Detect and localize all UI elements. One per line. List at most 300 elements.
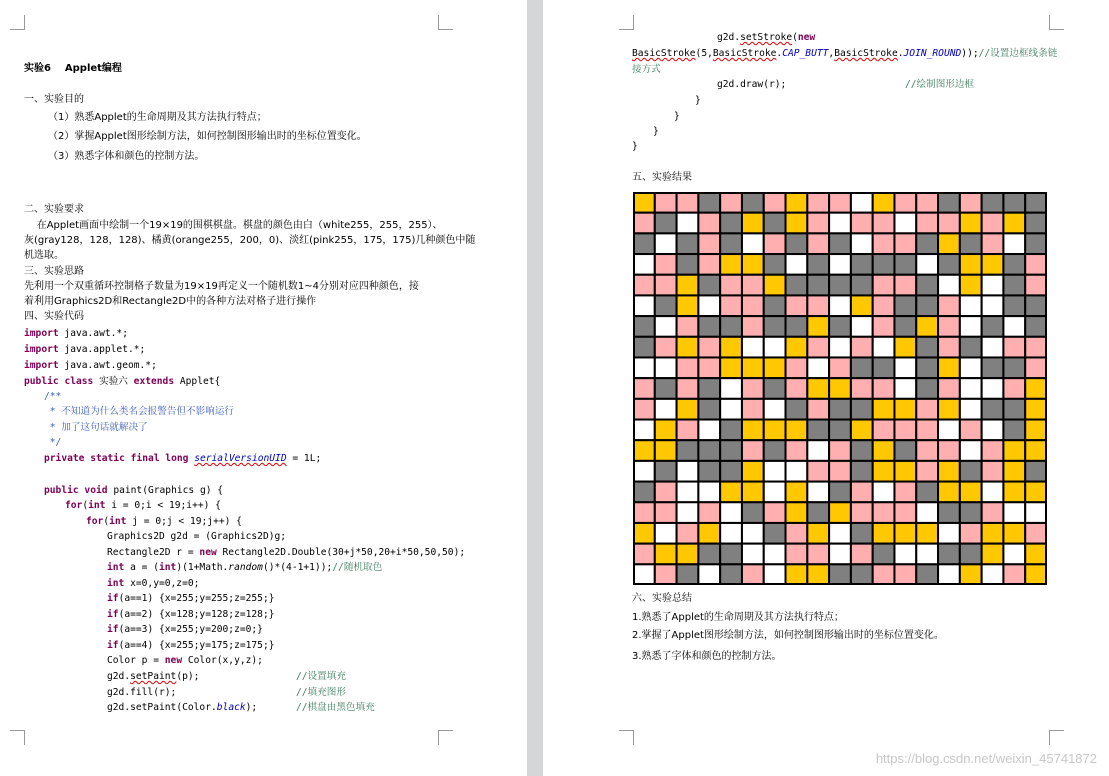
code-line: public class 实验六 extends Applet{ bbox=[24, 376, 221, 387]
board-cell bbox=[894, 275, 916, 296]
board-cell bbox=[894, 399, 916, 420]
board-cell bbox=[851, 461, 873, 482]
board-cell bbox=[698, 502, 720, 523]
board-cell bbox=[807, 192, 829, 213]
section-heading: 五、实验结果 bbox=[632, 172, 692, 183]
code-line: g2d.setPaint(Color.black); bbox=[107, 702, 258, 713]
board-cell bbox=[742, 337, 764, 358]
board-cell bbox=[807, 357, 829, 378]
board-cell bbox=[894, 564, 916, 585]
board-cell bbox=[938, 254, 960, 275]
board-cell bbox=[1025, 378, 1047, 399]
board-cell bbox=[764, 316, 786, 337]
board-cell bbox=[960, 523, 982, 544]
board-cell bbox=[873, 482, 895, 503]
board-cell bbox=[1003, 357, 1025, 378]
board-cell bbox=[720, 544, 742, 565]
requirement-line: 灰(gray128，128，128)、橘黄(orange255，200，0)、淡红(pink255，175，175)几种颜色中随 bbox=[24, 235, 476, 246]
board-cell bbox=[764, 440, 786, 461]
code-comment: //棋盘由黑色填充 bbox=[296, 702, 375, 713]
board-cell bbox=[764, 233, 786, 254]
board-cell bbox=[786, 316, 808, 337]
board-cell bbox=[829, 502, 851, 523]
board-cell bbox=[786, 213, 808, 234]
board-cell bbox=[764, 357, 786, 378]
board-cell bbox=[894, 440, 916, 461]
board-cell bbox=[655, 233, 677, 254]
board-cell bbox=[829, 440, 851, 461]
board-cell bbox=[873, 295, 895, 316]
board-cell bbox=[873, 316, 895, 337]
board-cell bbox=[807, 544, 829, 565]
board-cell bbox=[982, 420, 1004, 441]
board-cell bbox=[938, 378, 960, 399]
board-cell bbox=[720, 420, 742, 441]
board-cell bbox=[633, 420, 655, 441]
board-cell bbox=[633, 378, 655, 399]
board-cell bbox=[764, 482, 786, 503]
objective-item: （1）熟悉Applet的生命周期及其方法执行特点； bbox=[48, 112, 267, 123]
board-cell bbox=[829, 192, 851, 213]
board-cell bbox=[764, 275, 786, 296]
board-cell bbox=[960, 564, 982, 585]
board-cell bbox=[851, 213, 873, 234]
board-cell bbox=[1003, 295, 1025, 316]
board-cell bbox=[655, 523, 677, 544]
summary-item: 2.掌握了Applet图形绘制方法，如何控制图形输出时的坐标位置变化。 bbox=[632, 630, 944, 641]
board-cell bbox=[829, 275, 851, 296]
board-cell bbox=[982, 544, 1004, 565]
board-cell bbox=[982, 482, 1004, 503]
board-cell bbox=[786, 482, 808, 503]
board-cell bbox=[982, 213, 1004, 234]
board-cell bbox=[916, 523, 938, 544]
board-cell bbox=[655, 337, 677, 358]
board-cell bbox=[786, 295, 808, 316]
board-cell bbox=[829, 254, 851, 275]
closing-brace: } bbox=[674, 111, 680, 122]
board-cell bbox=[677, 337, 699, 358]
board-cell bbox=[1003, 316, 1025, 337]
code-line: Color p = new Color(x,y,z); bbox=[107, 655, 263, 666]
board-cell bbox=[873, 461, 895, 482]
board-cell bbox=[807, 378, 829, 399]
board-cell bbox=[786, 357, 808, 378]
board-cell bbox=[982, 357, 1004, 378]
board-cell bbox=[655, 440, 677, 461]
board-cell bbox=[829, 295, 851, 316]
board-cell bbox=[786, 544, 808, 565]
board-cell bbox=[633, 254, 655, 275]
board-cell bbox=[720, 233, 742, 254]
board-cell bbox=[677, 544, 699, 565]
board-cell bbox=[655, 502, 677, 523]
board-cell bbox=[1025, 502, 1047, 523]
code-comment: //设置填充 bbox=[296, 671, 346, 682]
board-cell bbox=[742, 233, 764, 254]
board-cell bbox=[894, 337, 916, 358]
board-cell bbox=[677, 254, 699, 275]
board-cell bbox=[960, 233, 982, 254]
board-cell bbox=[938, 544, 960, 565]
board-cell bbox=[698, 440, 720, 461]
section-heading: 二、实验要求 bbox=[24, 204, 84, 215]
board-cell bbox=[698, 420, 720, 441]
board-cell bbox=[742, 420, 764, 441]
board-cell bbox=[894, 316, 916, 337]
board-cell bbox=[916, 564, 938, 585]
board-cell bbox=[851, 420, 873, 441]
board-cell bbox=[655, 316, 677, 337]
code-line: Rectangle2D r = new Rectangle2D.Double(30+j*50,20+i*50,50,50); bbox=[107, 547, 466, 558]
board-cell bbox=[982, 564, 1004, 585]
board-cell bbox=[764, 420, 786, 441]
board-cell bbox=[982, 523, 1004, 544]
board-cell bbox=[720, 295, 742, 316]
board-cell bbox=[633, 461, 655, 482]
board-cell bbox=[655, 564, 677, 585]
board-cell bbox=[742, 275, 764, 296]
board-cell bbox=[633, 295, 655, 316]
board-cell bbox=[851, 337, 873, 358]
section-heading: 六、实验总结 bbox=[632, 593, 692, 604]
board-cell bbox=[655, 254, 677, 275]
board-cell bbox=[938, 482, 960, 503]
board-cell bbox=[894, 523, 916, 544]
board-cell bbox=[720, 337, 742, 358]
board-cell bbox=[851, 233, 873, 254]
board-cell bbox=[742, 192, 764, 213]
requirement-line: 在Applet画面中绘制一个19×19的围棋棋盘。棋盘的颜色由白（white255，255，255）、 bbox=[24, 220, 443, 231]
board-cell bbox=[982, 399, 1004, 420]
board-cell bbox=[764, 399, 786, 420]
board-cell bbox=[655, 275, 677, 296]
board-cell bbox=[873, 502, 895, 523]
board-cell bbox=[916, 482, 938, 503]
board-cell bbox=[677, 295, 699, 316]
board-cell bbox=[938, 275, 960, 296]
board-cell bbox=[720, 357, 742, 378]
board-cell bbox=[807, 523, 829, 544]
board-cell bbox=[916, 440, 938, 461]
code-line: g2d.setStroke(new bbox=[717, 32, 816, 43]
board-cell bbox=[677, 357, 699, 378]
board-cell bbox=[807, 295, 829, 316]
board-cell bbox=[655, 295, 677, 316]
section-heading: 四、实验代码 bbox=[24, 311, 84, 322]
board-cell bbox=[938, 461, 960, 482]
board-cell bbox=[894, 213, 916, 234]
board-cell bbox=[720, 523, 742, 544]
board-cell bbox=[698, 316, 720, 337]
board-cell bbox=[677, 482, 699, 503]
board-cell bbox=[677, 213, 699, 234]
board-cell bbox=[633, 192, 655, 213]
board-cell bbox=[677, 502, 699, 523]
board-cell bbox=[960, 213, 982, 234]
board-cell bbox=[1003, 213, 1025, 234]
board-cell bbox=[938, 564, 960, 585]
code-line: import java.applet.*; bbox=[24, 344, 146, 355]
board-cell bbox=[677, 275, 699, 296]
board-cell bbox=[938, 440, 960, 461]
board-cell bbox=[786, 399, 808, 420]
board-cell bbox=[982, 275, 1004, 296]
board-cell bbox=[960, 544, 982, 565]
crop-mark bbox=[438, 15, 453, 30]
document-title: 实验6 Applet编程 bbox=[24, 63, 122, 74]
board-cell bbox=[1003, 461, 1025, 482]
crop-mark bbox=[10, 730, 25, 745]
board-cell bbox=[698, 213, 720, 234]
code-line: int a = (int)(1+Math.random()*(4-1+1));//随机取色 bbox=[107, 562, 383, 573]
code-line: if(a==2) {x=128;y=128;z=128;} bbox=[107, 609, 275, 620]
board-cell bbox=[960, 502, 982, 523]
board-cell bbox=[698, 544, 720, 565]
board-cell bbox=[698, 337, 720, 358]
board-cell bbox=[829, 213, 851, 234]
board-cell bbox=[873, 337, 895, 358]
board-cell bbox=[633, 523, 655, 544]
board-cell bbox=[916, 357, 938, 378]
board-cell bbox=[698, 254, 720, 275]
board-cell bbox=[786, 523, 808, 544]
crop-mark bbox=[1049, 730, 1064, 745]
board-cell bbox=[916, 213, 938, 234]
board-cell bbox=[677, 440, 699, 461]
board-cell bbox=[677, 378, 699, 399]
board-cell bbox=[764, 295, 786, 316]
board-cell bbox=[807, 316, 829, 337]
board-cell bbox=[960, 192, 982, 213]
board-cell bbox=[829, 420, 851, 441]
board-cell bbox=[807, 337, 829, 358]
board-cell bbox=[960, 254, 982, 275]
approach-line: 先利用一个双重循环控制格子数量为19×19再定义一个随机数1~4分别对应四种颜色，接 bbox=[24, 281, 419, 292]
board-cell bbox=[786, 233, 808, 254]
board-cell bbox=[851, 399, 873, 420]
board-cell bbox=[851, 564, 873, 585]
board-cell bbox=[633, 399, 655, 420]
board-cell bbox=[851, 254, 873, 275]
board-cell bbox=[916, 192, 938, 213]
board-cell bbox=[764, 213, 786, 234]
board-cell bbox=[742, 254, 764, 275]
board-cell bbox=[742, 440, 764, 461]
board-cell bbox=[720, 564, 742, 585]
board-cell bbox=[720, 275, 742, 296]
summary-item: 3.熟悉了字体和颜色的控制方法。 bbox=[632, 651, 782, 662]
code-line: /** bbox=[44, 391, 62, 402]
board-cell bbox=[677, 233, 699, 254]
board-cell bbox=[894, 420, 916, 441]
board-cell bbox=[807, 213, 829, 234]
board-cell bbox=[786, 564, 808, 585]
board-cell bbox=[677, 420, 699, 441]
board-cell bbox=[698, 378, 720, 399]
board-cell bbox=[851, 357, 873, 378]
left-page bbox=[0, 0, 527, 776]
board-cell bbox=[851, 482, 873, 503]
board-cell bbox=[698, 523, 720, 544]
board-cell bbox=[851, 275, 873, 296]
board-cell bbox=[698, 192, 720, 213]
board-cell bbox=[851, 316, 873, 337]
board-cell bbox=[764, 378, 786, 399]
board-cell bbox=[829, 523, 851, 544]
section-heading: 三、实验思路 bbox=[24, 266, 84, 277]
board-cell bbox=[655, 399, 677, 420]
code-line: if(a==4) {x=255;y=175;z=175;} bbox=[107, 640, 275, 651]
board-cell bbox=[764, 544, 786, 565]
summary-item: 1.熟悉了Applet的生命周期及其方法执行特点； bbox=[632, 612, 844, 623]
board-cell bbox=[786, 192, 808, 213]
board-cell bbox=[1003, 254, 1025, 275]
board-cell bbox=[633, 564, 655, 585]
code-line: * 不知道为什么类名会报警告但不影响运行 bbox=[44, 406, 235, 417]
board-cell bbox=[1025, 544, 1047, 565]
board-cell bbox=[938, 316, 960, 337]
board-cell bbox=[742, 295, 764, 316]
board-cell bbox=[655, 357, 677, 378]
board-cell bbox=[1025, 233, 1047, 254]
code-line: private static final long serialVersionUID = 1L; bbox=[44, 453, 322, 464]
board-cell bbox=[894, 544, 916, 565]
closing-brace: } bbox=[653, 126, 659, 137]
board-cell bbox=[633, 233, 655, 254]
board-cell bbox=[742, 357, 764, 378]
board-cell bbox=[720, 461, 742, 482]
board-cell bbox=[698, 399, 720, 420]
board-cell bbox=[960, 482, 982, 503]
board-cell bbox=[1025, 337, 1047, 358]
board-cell bbox=[698, 233, 720, 254]
watermark: https://blog.csdn.net/weixin_45741872 bbox=[875, 751, 1097, 766]
board-cell bbox=[916, 502, 938, 523]
code-comment: 接方式 bbox=[632, 64, 661, 75]
board-cell bbox=[938, 357, 960, 378]
crop-mark bbox=[619, 730, 634, 745]
board-cell bbox=[1003, 192, 1025, 213]
board-cell bbox=[807, 254, 829, 275]
board-cell bbox=[873, 420, 895, 441]
board-cell bbox=[742, 523, 764, 544]
code-line: import java.awt.geom.*; bbox=[24, 360, 157, 371]
board-cell bbox=[807, 461, 829, 482]
code-line: g2d.fill(r); bbox=[107, 687, 177, 698]
board-cell bbox=[786, 254, 808, 275]
code-line: public void paint(Graphics g) { bbox=[44, 485, 224, 496]
board-cell bbox=[894, 233, 916, 254]
board-cell bbox=[633, 544, 655, 565]
board-cell bbox=[1003, 482, 1025, 503]
board-cell bbox=[873, 233, 895, 254]
board-cell bbox=[916, 399, 938, 420]
board-cell bbox=[807, 502, 829, 523]
board-cell bbox=[851, 295, 873, 316]
board-cell bbox=[633, 275, 655, 296]
board-cell bbox=[829, 337, 851, 358]
board-cell bbox=[873, 275, 895, 296]
board-cell bbox=[938, 337, 960, 358]
board-cell bbox=[655, 544, 677, 565]
crop-mark bbox=[1049, 15, 1064, 30]
board-cell bbox=[894, 357, 916, 378]
board-cell bbox=[916, 295, 938, 316]
board-cell bbox=[851, 544, 873, 565]
code-comment: //填充图形 bbox=[296, 687, 346, 698]
board-cell bbox=[873, 399, 895, 420]
board-cell bbox=[655, 378, 677, 399]
board-cell bbox=[829, 399, 851, 420]
board-cell bbox=[982, 233, 1004, 254]
board-cell bbox=[873, 213, 895, 234]
board-cell bbox=[1025, 523, 1047, 544]
code-line: for(int i = 0;i < 19;i++) { bbox=[65, 500, 221, 511]
board-cell bbox=[916, 378, 938, 399]
code-line: for(int j = 0;j < 19;j++) { bbox=[86, 516, 242, 527]
board-cell bbox=[764, 254, 786, 275]
board-cell bbox=[764, 564, 786, 585]
code-line: */ bbox=[44, 437, 62, 448]
board-cell bbox=[677, 192, 699, 213]
code-line: if(a==1) {x=255;y=255;z=255;} bbox=[107, 593, 275, 604]
board-cell bbox=[1025, 461, 1047, 482]
board-cell bbox=[894, 502, 916, 523]
board-cell bbox=[938, 420, 960, 441]
board-cell bbox=[764, 523, 786, 544]
board-cell bbox=[786, 378, 808, 399]
board-cell bbox=[829, 461, 851, 482]
board-cell bbox=[677, 461, 699, 482]
board-cell bbox=[960, 440, 982, 461]
board-cell bbox=[677, 399, 699, 420]
board-cell bbox=[829, 233, 851, 254]
code-line: Graphics2D g2d = (Graphics2D)g; bbox=[107, 531, 287, 542]
board-cell bbox=[851, 378, 873, 399]
board-cell bbox=[916, 461, 938, 482]
board-cell bbox=[916, 337, 938, 358]
board-cell bbox=[807, 440, 829, 461]
board-cell bbox=[807, 420, 829, 441]
board-cell bbox=[1003, 564, 1025, 585]
board-cell bbox=[982, 337, 1004, 358]
requirement-line: 机选取。 bbox=[24, 250, 64, 261]
board-cell bbox=[1003, 502, 1025, 523]
board-cell bbox=[873, 440, 895, 461]
board-cell bbox=[720, 440, 742, 461]
board-cell bbox=[916, 316, 938, 337]
board-cell bbox=[916, 275, 938, 296]
board-cell bbox=[786, 420, 808, 441]
board-cell bbox=[786, 461, 808, 482]
section-heading: 一、实验目的 bbox=[24, 94, 84, 105]
board-cell bbox=[982, 440, 1004, 461]
board-cell bbox=[916, 420, 938, 441]
board-cell bbox=[742, 482, 764, 503]
board-cell bbox=[655, 420, 677, 441]
board-cell bbox=[720, 378, 742, 399]
board-cell bbox=[873, 192, 895, 213]
board-cell bbox=[1003, 337, 1025, 358]
board-cell bbox=[633, 357, 655, 378]
board-cell bbox=[764, 461, 786, 482]
board-cell bbox=[720, 316, 742, 337]
board-cell bbox=[1025, 482, 1047, 503]
board-cell bbox=[982, 254, 1004, 275]
board-cell bbox=[742, 461, 764, 482]
board-cell bbox=[1025, 420, 1047, 441]
